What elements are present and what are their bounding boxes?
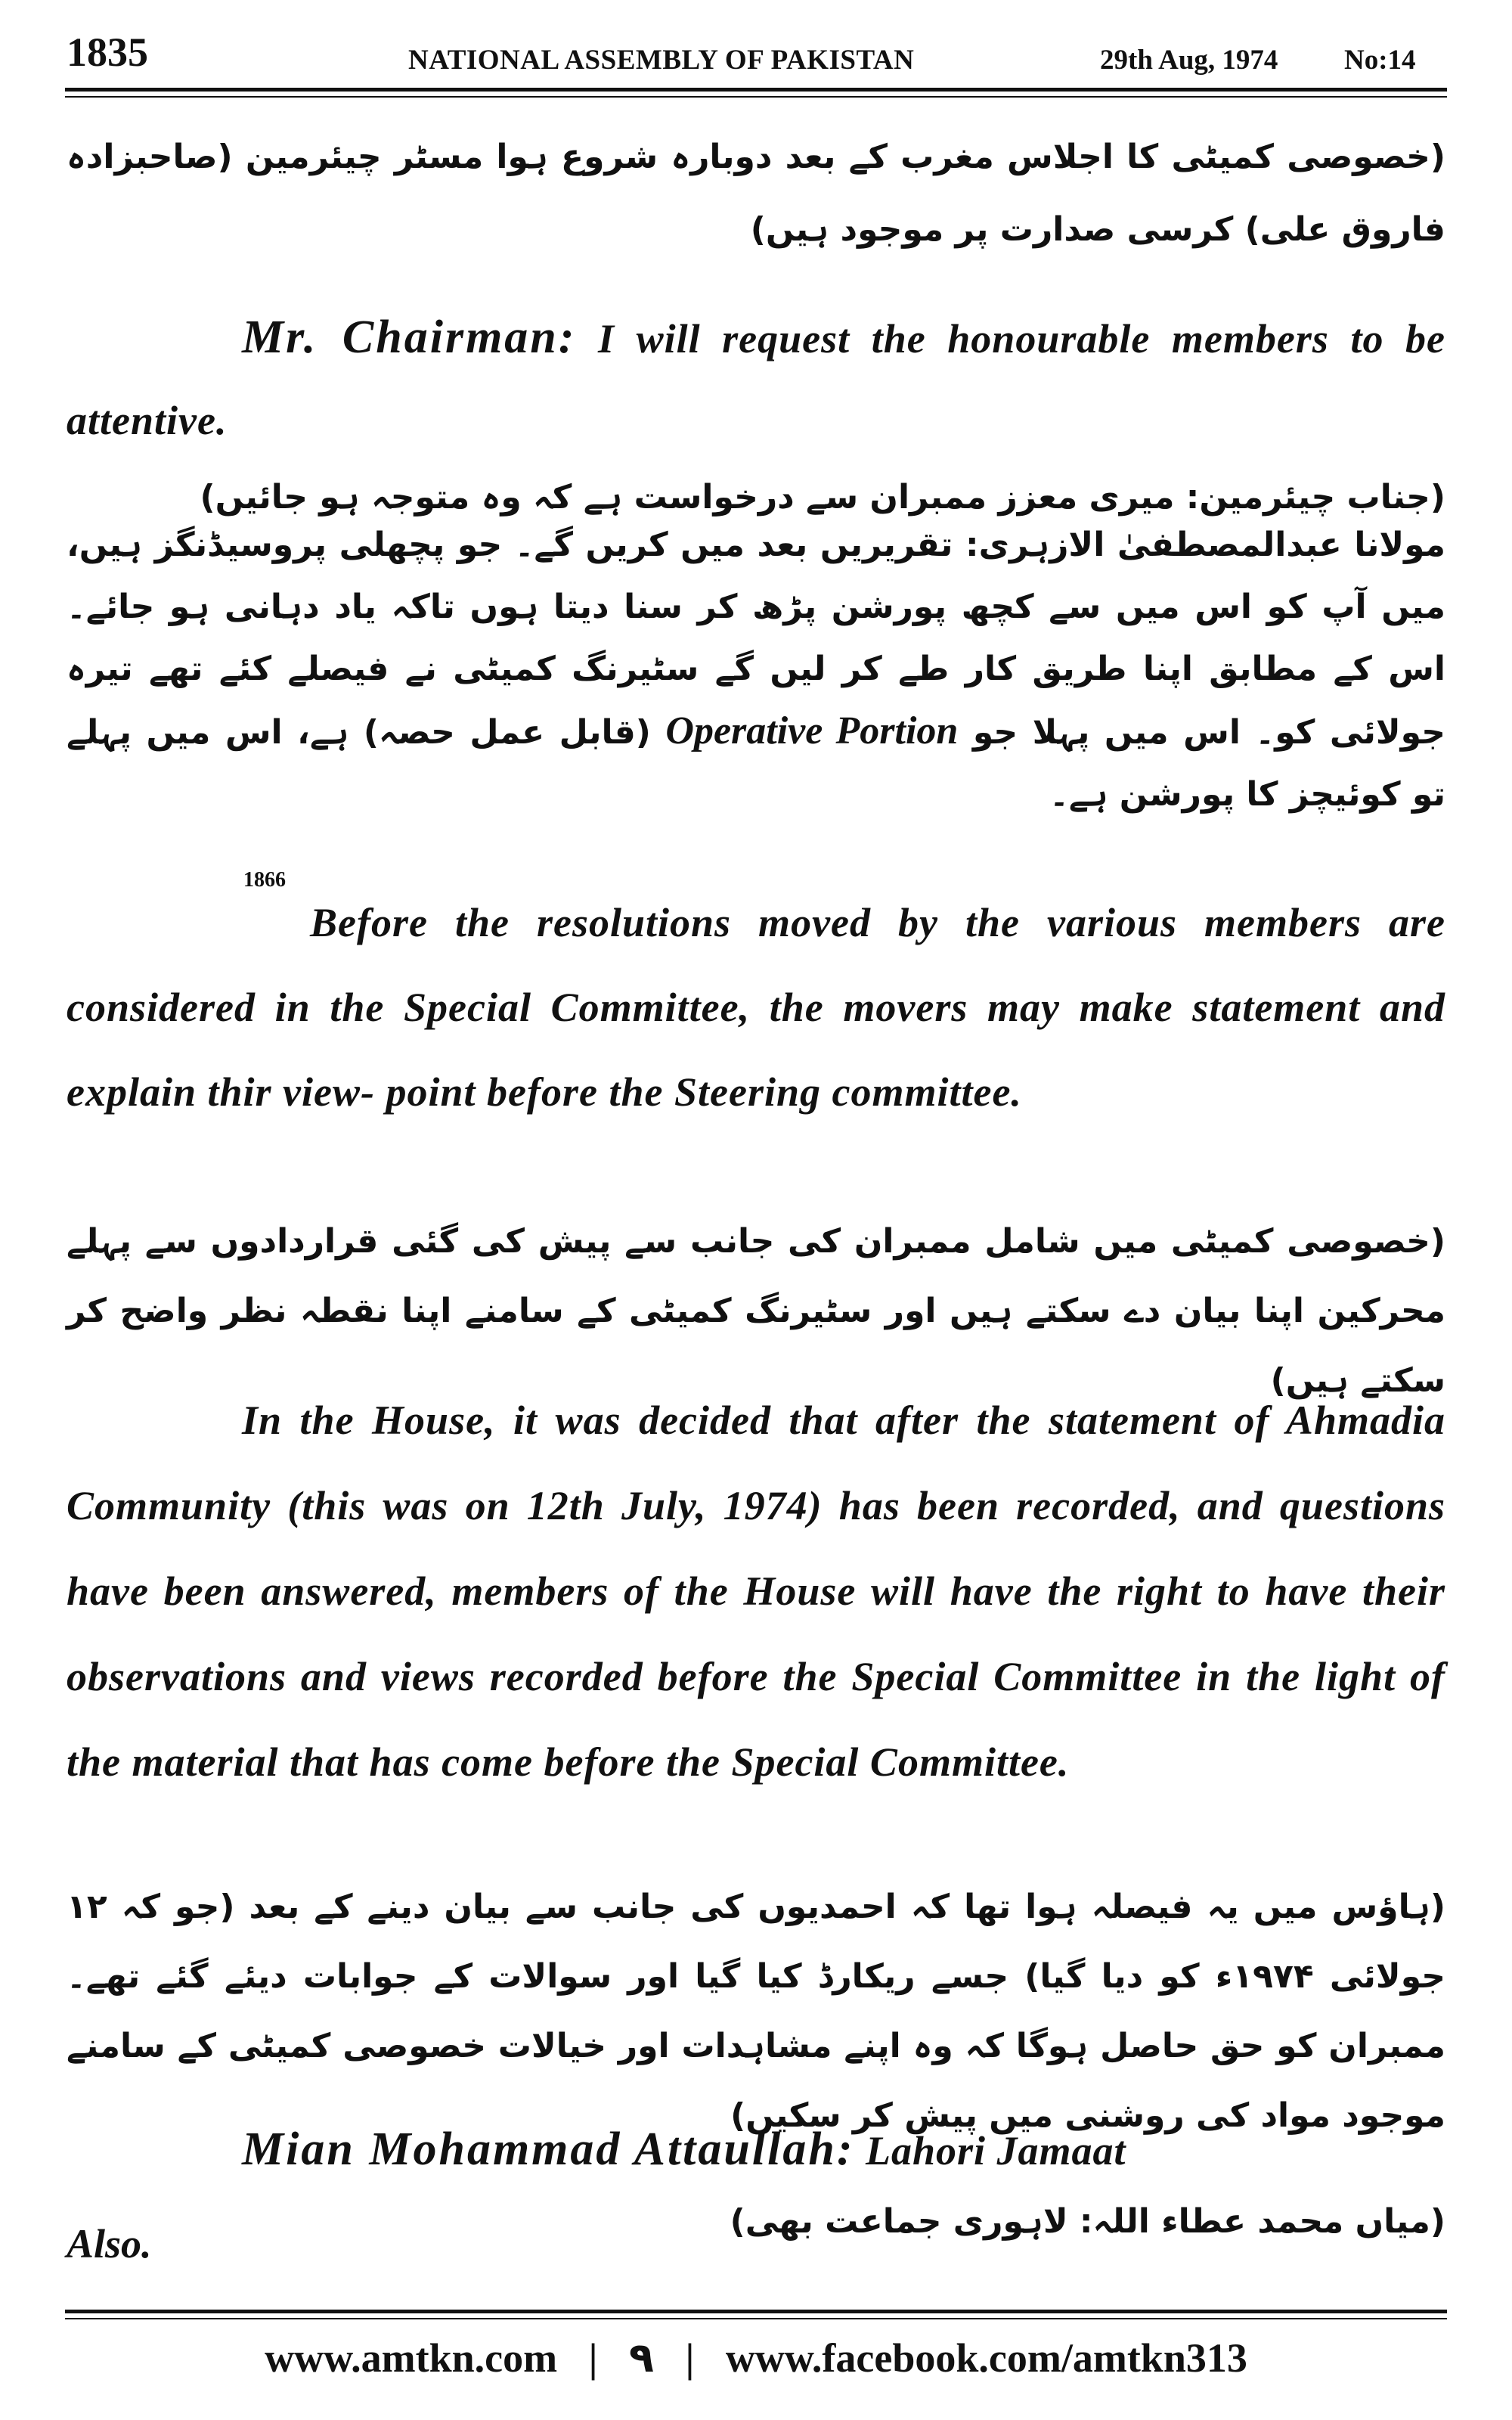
chairman-statement	[67, 296, 1445, 461]
footer-separator: |	[685, 2335, 695, 2381]
header-date: 29th Aug, 1974	[1100, 45, 1278, 76]
operative-portion-term: Operative Portion	[665, 709, 959, 752]
footer-rule-thin	[65, 2318, 1447, 2319]
footnote-number: 1866	[243, 868, 286, 892]
mian-statement	[67, 2108, 1445, 2192]
footer-rule-thick	[65, 2310, 1447, 2313]
urdu-resolution-translation: (خصوصی کمیٹی میں شامل ممبران کی جانب سے پیش کی گئی قراردادوں سے پہلے محرکین اپنا بیان دے سکتے ہیں اور سٹیرنگ کمیٹی کے سامنے اپنا نقطہ نظر واضح کر سکتے ہیں)	[67, 1222, 1445, 1400]
resolution-text: Before the resolutions moved by the various members are considered in the Special Committee, the movers may make statement and explain thir view- point before the Steering committee.	[67, 900, 1445, 1115]
urdu-maulana-statement	[67, 514, 1445, 826]
footer-page-label: ۹	[629, 2334, 654, 2381]
footer-website-link[interactable]: www.amtkn.com	[265, 2335, 558, 2381]
speaker-chairman: Mr. Chairman:	[242, 312, 577, 363]
speaker-mian-attaullah: Mian Mohammad Attaullah:	[242, 2124, 855, 2175]
header-page-number: 1835	[67, 29, 148, 75]
house-decision-text: In the House, it was decided that after the statement of Ahmadia Community (this was on 12th July, 1974) has been recorded, and questions have been answered, members of the House will have the right to have their observations and views recorded before the Special Committee in the light of the material that has come before the Special Committee.	[67, 1398, 1445, 1785]
chairman-text: I will request the honourable members to be attentive.	[67, 316, 1445, 443]
urdu-house-decision-translation: (ہاؤس میں یہ فیصلہ ہوا تھا کہ احمدیوں کی جانب سے بیان دینے کے بعد (جو کہ ۱۲ جولائی ۱۹۷۴ء کو دیا گیا) جسے ریکارڈ کیا گیا اور سوالات کے جوابات دیئے گئے تھے۔ ممبران کو حق حاصل ہوگا کہ وہ اپنے مشاہدات اور خیالات خصوصی کمیٹی کے سامنے موجود مواد کی روشنی میں پیش کر سکیں)	[67, 1888, 1446, 2135]
footer-facebook-link[interactable]: www.facebook.com/amtkn313	[725, 2335, 1247, 2381]
mian-text: Lahori Jamaat	[865, 2128, 1126, 2173]
header-issue-number: No:14	[1344, 45, 1416, 76]
header-title: NATIONAL ASSEMBLY OF PAKISTAN	[408, 45, 915, 76]
urdu-mian-translation: (میاں محمد عطاء اللہ: لاہوری جماعت بھی)	[730, 2202, 1445, 2241]
urdu-maulana-tail: (قابل عمل حصہ) ہے، اس میں پہلے تو کوئیچز کا پورشن ہے۔	[67, 713, 1445, 814]
mian-also: Also.	[67, 2221, 152, 2266]
urdu-session-resumed: (خصوصی کمیٹی کا اجلاس مغرب کے بعد دوبارہ شروع ہوا مسٹر چیئرمین (صاحبزادہ فاروق علی) کرسی صدارت پر موجود ہیں)	[67, 138, 1445, 249]
footer	[67, 2334, 1445, 2381]
header-rule-thick	[65, 88, 1447, 92]
header-rule-thin	[65, 96, 1447, 98]
urdu-maulana-text: مولانا عبدالمصطفیٰ الازہری: تقریریں بعد میں کریں گے۔ جو پچھلی پروسیڈنگز ہیں، میں آپ کو اس میں سے کچھ پورشن پڑھ کر سنا دیتا ہوں تاکہ یاد دہانی ہو جائے۔ اس کے مطابق اپنا طریق کار طے کر لیں گے سٹیرنگ کمیٹی نے فیصلے کئے تھے تیرہ جولائی کو۔ اس میں پہلا جو	[67, 526, 1445, 752]
urdu-chairman-translation: (جناب چیئرمین: میری معزز ممبران سے درخواست ہے کہ وہ متوجہ ہو جائیں)	[200, 478, 1445, 517]
footer-separator: |	[588, 2335, 598, 2381]
